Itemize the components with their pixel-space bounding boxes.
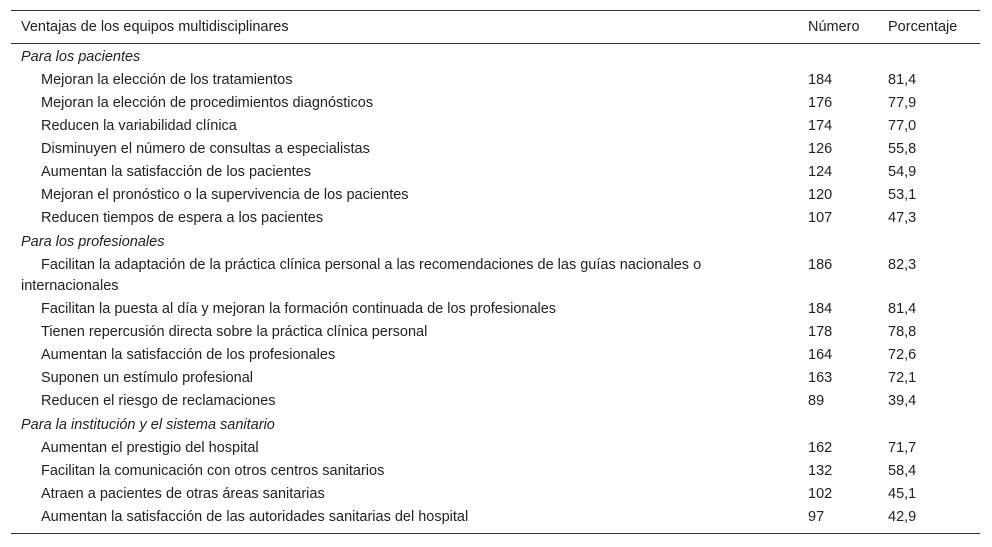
table-body: [11, 44, 980, 534]
row-label: Mejoran la elección de procedimientos diagnósticos: [41, 95, 374, 111]
group-title: Para los pacientes: [21, 49, 141, 65]
header-numero: Número: [808, 19, 860, 35]
row-porcentaje: 42,9: [878, 506, 980, 534]
row-label: Mejoran el pronóstico o la supervivencia de los pacientes: [41, 187, 409, 203]
row-label: Facilitan la adaptación de la práctica clínica personal a las recomendaciones de las guías nacionales o internacionales: [21, 257, 702, 294]
row-label: Reducen el riesgo de reclamaciones: [41, 393, 276, 409]
row-label: Aumentan el prestigio del hospital: [41, 440, 259, 456]
group-title: Para los profesionales: [21, 234, 165, 250]
table-row: [11, 207, 980, 230]
row-label: Aumentan la satisfacción de los pacientes: [41, 164, 312, 180]
row-porcentaje: 58,4: [888, 463, 917, 479]
table-row: [11, 483, 980, 506]
row-numero: 164: [808, 347, 833, 363]
row-porcentaje: 47,3: [888, 210, 917, 226]
row-numero: 162: [808, 440, 833, 456]
row-porcentaje: 53,1: [888, 187, 917, 203]
table-row: [11, 506, 980, 534]
row-numero: 186: [808, 257, 833, 273]
table-row: [11, 184, 980, 207]
table-row: [11, 460, 980, 483]
table-row: [11, 321, 980, 344]
row-numero: 163: [808, 370, 833, 386]
row-numero: 176: [808, 95, 833, 111]
table-row: [11, 344, 980, 367]
row-porcentaje: 54,9: [888, 164, 917, 180]
table-row: [11, 367, 980, 390]
table-header: [11, 11, 980, 44]
row-porcentaje: 39,4: [888, 393, 917, 409]
row-porcentaje: 55,8: [888, 141, 917, 157]
group-title: Para la institución y el sistema sanitario: [21, 417, 275, 433]
row-label: Reducen tiempos de espera a los pacientes: [41, 210, 324, 226]
row-label: Facilitan la comunicación con otros centros sanitarios: [41, 463, 385, 479]
table-row: [11, 69, 980, 92]
row-porcentaje: 78,8: [888, 324, 917, 340]
row-label: Suponen un estímulo profesional: [41, 370, 254, 386]
table-row: [11, 254, 980, 298]
row-label: Disminuyen el número de consultas a especialistas: [41, 141, 370, 157]
table-row: [11, 161, 980, 184]
row-numero: 126: [808, 141, 833, 157]
row-numero: 174: [808, 118, 833, 134]
row-porcentaje: 72,1: [888, 370, 917, 386]
table-row: [11, 138, 980, 161]
row-label: Aumentan la satisfacción de los profesionales: [41, 347, 336, 363]
row-numero: 89: [808, 393, 825, 409]
group-row: [11, 44, 980, 70]
table-container: [11, 10, 980, 534]
table-row: [11, 437, 980, 460]
table-row: [11, 92, 980, 115]
header-porcentaje: Porcentaje: [888, 19, 958, 35]
row-porcentaje: 77,9: [888, 95, 917, 111]
row-numero: 107: [808, 210, 833, 226]
advantages-table: [11, 10, 980, 534]
row-numero: 132: [808, 463, 833, 479]
row-label: Facilitan la puesta al día y mejoran la formación continuada de los profesionales: [41, 301, 557, 317]
row-numero: 184: [808, 72, 833, 88]
row-porcentaje: 72,6: [888, 347, 917, 363]
table-row: [11, 115, 980, 138]
row-porcentaje: 81,4: [888, 301, 917, 317]
row-porcentaje: 77,0: [888, 118, 917, 134]
row-label: Tienen repercusión directa sobre la práctica clínica personal: [41, 324, 428, 340]
group-row: [11, 413, 980, 437]
row-numero: 184: [808, 301, 833, 317]
row-porcentaje: 71,7: [888, 440, 917, 456]
row-label: Aumentan la satisfacción de las autoridades sanitarias del hospital: [11, 506, 798, 534]
table-row: [11, 390, 980, 413]
row-porcentaje: 81,4: [888, 72, 917, 88]
header-row: [11, 11, 980, 44]
row-label: Atraen a pacientes de otras áreas sanitarias: [41, 486, 325, 502]
group-row: [11, 230, 980, 254]
row-numero: 178: [808, 324, 833, 340]
row-numero: 120: [808, 187, 833, 203]
row-label: Reducen la variabilidad clínica: [41, 118, 237, 134]
row-numero: 97: [798, 506, 878, 534]
row-porcentaje: 45,1: [888, 486, 917, 502]
header-advantages: Ventajas de los equipos multidisciplinares: [21, 19, 289, 35]
row-label: Mejoran la elección de los tratamientos: [41, 72, 293, 88]
row-porcentaje: 82,3: [888, 257, 917, 273]
table-row: [11, 298, 980, 321]
row-numero: 124: [808, 164, 833, 180]
row-numero: 102: [808, 486, 833, 502]
